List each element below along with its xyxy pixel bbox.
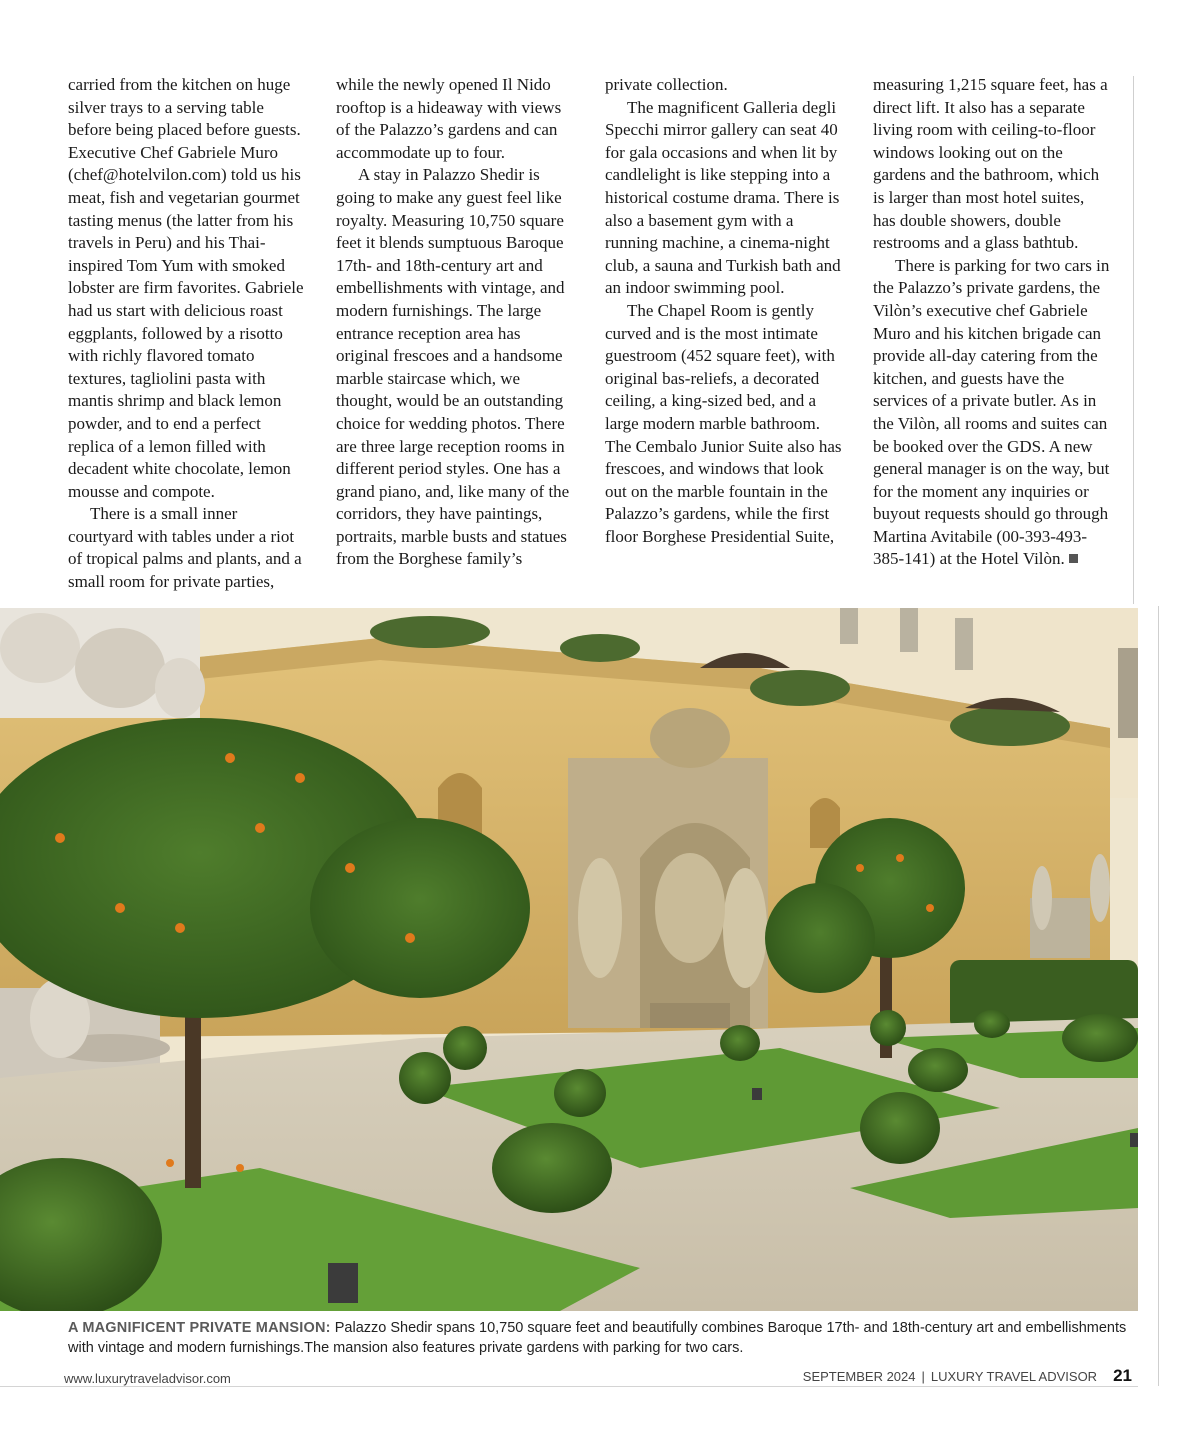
paragraph: while the newly opened Il Nido rooftop is a hideaway with views of the Palazzo’s gardens and can accommodate up to four.	[336, 75, 562, 162]
footer-info	[803, 1366, 1132, 1386]
paragraph	[873, 255, 1111, 571]
article-column-3	[605, 74, 843, 548]
article-column-4	[873, 74, 1111, 571]
baroque-sculpture-left	[0, 608, 205, 718]
paragraph: A stay in Palazzo Shedir is going to make any guest feel like royalty. Measuring 10,750 square feet it blends sumptuous Baroque 17th- and 18th-century art and embellishments with vintage, and modern furnishings. The large entrance reception area has original frescoes and a handsome marble staircase which, we thought, would be an outstanding choice for wedding photos. There are three large reception rooms in different period styles. One has a grand piano, and, like many of the corridors, they have paintings, portraits, marble busts and statues from the Borghese family’s	[336, 165, 570, 569]
garden-illustration	[0, 608, 1138, 1311]
paragraph: The magnificent Galleria degli Specchi mirror gallery can seat 40 for gala occasions and when lit by candlelight is like stepping into a historical costume drama. There is also a basement gym with a running machine, a cinema-night club, a sauna and Turkish bath and an indoor swimming pool.	[605, 97, 841, 298]
footer-rule	[0, 1386, 1138, 1387]
paragraph: measuring 1,215 square feet, has a direct lift. It also has a separate living room with ceiling-to-floor windows looking out on the gardens and the bathroom, which is larger than most hotel suites, has double showers, double restrooms and a glass bathtub.	[873, 75, 1108, 253]
garden-lamp	[328, 1263, 358, 1303]
photo-caption	[68, 1319, 1138, 1358]
article-column-2	[336, 74, 574, 571]
paragraph: The Chapel Room is gently curved and is the most intimate guestroom (452 square feet), with original bas-reliefs, a decorated ceiling, a king-sized bed, and a large modern marble bathroom. The Cembalo Junior Suite also has frescoes, and windows that look out on the marble fountain in the Palazzo’s gardens, while the first floor Borghese Presidential Suite,	[605, 300, 842, 546]
garden-lamp	[752, 1088, 762, 1100]
article-body	[68, 74, 1130, 602]
page-number: 21	[1113, 1366, 1132, 1385]
paragraph: There is a small inner courtyard with tables under a riot of tropical palms and plants, and a small room for private parties,	[68, 504, 302, 592]
paragraph: carried from the kitchen on huge silver trays to a serving table before being placed before guests. Executive Chef Gabriele Muro (chef@hotelvilon.com) told us his meat, fish and vegetarian gourmet tasting menus (the latter from his travels in Peru) and his Thai-inspired Tom Yum with smoked lobster are firm favorites. Gabriele had us start with delicious roast eggplants, followed by a risotto with richly flavored tomato textures, tagliolini pasta with mantis shrimp and black lemon powder, and to end a perfect replica of a lemon filled with decadent white chocolate, lemon mousse and compote.	[68, 75, 304, 501]
palazzo-garden-photo	[0, 608, 1138, 1311]
footer-url: www.luxurytraveladvisor.com	[64, 1371, 231, 1386]
page-edge-rule	[1158, 606, 1159, 1386]
caption-label: A MAGNIFICENT PRIVATE MANSION:	[68, 1320, 331, 1336]
paragraph: private collection.	[605, 75, 728, 94]
end-of-article-mark	[1069, 554, 1078, 563]
publication-name: LUXURY TRAVEL ADVISOR	[930, 1369, 1098, 1384]
article-column-1	[68, 74, 306, 594]
footer-separator: |	[921, 1369, 925, 1384]
garden-lamp	[1130, 1133, 1138, 1147]
issue-date: SEPTEMBER 2024	[802, 1369, 916, 1384]
caption-text: Palazzo Shedir spans 10,750 square feet and beautifully combines Baroque 17th- and 18th-century art and embellishments with vintage and modern furnishings.The mansion also features private gardens with parking for two cars.	[68, 1320, 1127, 1356]
column-divider	[1133, 76, 1134, 604]
paragraph-text: There is parking for two cars in the Palazzo’s private gardens, the Vilòn’s executive chef Gabriele Muro and his kitchen brigade can provide all-day catering from the kitchen, and guests have the services of a private butler. As in the Vilòn, all rooms and suites can be booked over the GDS. A new general manager is on the way, but for the moment any inquiries or buyout requests should go through Martina Avitabile (00-393-493-385-141) at the Hotel Vilòn.	[873, 255, 1110, 569]
